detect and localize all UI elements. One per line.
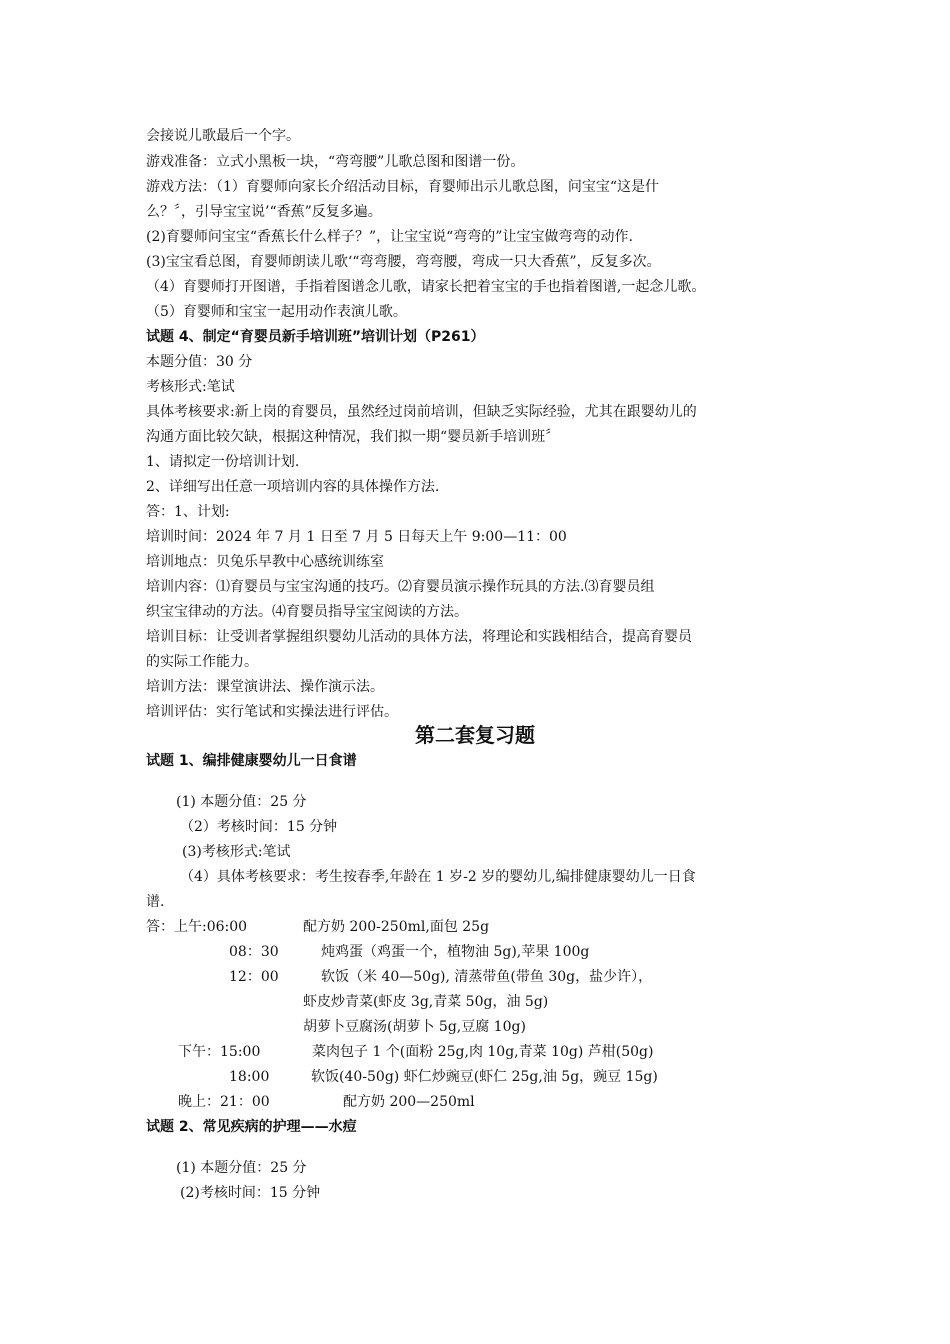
game-prep: 游戏准备：立式小黑板一块，“弯弯腰”儿歌总图和图谱一份。 — [146, 154, 525, 170]
menu-row-1500 — [178, 1042, 654, 1062]
s2-q1-title: 试题 1、编排健康婴幼儿一日食谱 — [146, 753, 357, 769]
s2-q1-form: (3)考核形式:笔试 — [182, 844, 291, 860]
game-step-2: (2)育婴师问宝宝“香蕉长什么样子？”，让宝宝说“弯弯的”让宝宝做弯弯的动作. — [146, 229, 633, 245]
menu-food: 配方奶 200—250ml — [343, 1094, 475, 1110]
q4-training-content-1: 培训内容：⑴育婴员与宝宝沟通的技巧。⑵育婴员演示操作玩具的方法.⑶育婴员组 — [146, 579, 655, 595]
q4-training-content-2: 织宝宝律动的方法。⑷育婴员指导宝宝阅读的方法。 — [146, 604, 468, 620]
q4-task-1: 1、请拟定一份培训计划. — [146, 454, 300, 470]
menu-time: 08：30 — [229, 944, 279, 960]
menu-row-2100 — [178, 1092, 475, 1112]
q4-form: 考核形式:笔试 — [146, 379, 235, 395]
s2-q1-score: (1) 本题分值：25 分 — [176, 794, 307, 810]
menu-food: 软饭（米 40—50g), 清蒸带鱼(带鱼 30g，盐少许）， — [321, 969, 653, 985]
menu-time: 晚上：21：00 — [178, 1094, 270, 1110]
menu-food: 菜肉包子 1 个(面粉 25g,肉 10g,青菜 10g) 芦柑(50g) — [312, 1044, 654, 1060]
menu-row-1200 — [229, 967, 653, 987]
q4-training-goal-1: 培训目标：让受训者掌握组织婴幼儿活动的具体方法，将理论和实践相结合，提高育婴员 — [146, 629, 692, 645]
q4-title: 试题 4、制定“育婴员新手培训班”培训计划（P261） — [146, 329, 485, 345]
menu-row-0830 — [229, 942, 590, 962]
game-step-5: （5）育婴师和宝宝一起用动作表演儿歌。 — [146, 304, 407, 320]
menu-row-1200-dish-3: 胡萝卜豆腐汤(胡萝卜 5g,豆腐 10g) — [303, 1019, 526, 1035]
menu-time: 答：上午:06:00 — [146, 919, 248, 935]
s2-q2-time: (2)考核时间：15 分钟 — [180, 1185, 321, 1201]
s2-q1-requirement-2: 谱. — [146, 894, 165, 910]
q4-training-time: 培训时间：2024 年 7 月 1 日至 7 月 5 日每天上午 9:00—11：00 — [146, 529, 567, 545]
menu-food: 炖鸡蛋（鸡蛋一个，植物油 5g),苹果 100g — [321, 944, 590, 960]
menu-row-1200-dish-2: 虾皮炒青菜(虾皮 3g,青菜 50g，油 5g) — [303, 994, 549, 1010]
game-method-2: 么？〞，引导宝宝说’“香蕉”反复多遍。 — [146, 204, 382, 220]
game-step-3: (3)宝宝看总图，育婴师朗读儿歌‘“弯弯腰，弯弯腰，弯成一只大香蕉”，反复多次。 — [146, 254, 661, 270]
q4-requirement-2: 沟通方面比较欠缺，根据这种情况，我们拟一期“婴员新手培训班〞 — [146, 429, 560, 445]
menu-row-1800 — [229, 1067, 658, 1087]
game-line-1: 会接说儿歌最后一个字。 — [146, 128, 300, 144]
q4-requirement-1: 具体考核要求:新上岗的育婴员，虽然经过岗前培训，但缺乏实际经验，尤其在跟婴幼儿的 — [146, 404, 697, 420]
s2-q1-requirement-1: （4）具体考核要求：考生按春季,年龄在 1 岁-2 岁的婴幼儿,编排健康婴幼儿一日食 — [180, 869, 696, 885]
s2-q2-title: 试题 2、常见疾病的护理——水痘 — [146, 1119, 357, 1135]
s2-q1-time: （2）考核时间：15 分钟 — [180, 819, 338, 835]
menu-time: 下午：15:00 — [178, 1044, 261, 1060]
q4-training-place: 培训地点：贝兔乐早教中心感统训练室 — [146, 554, 384, 570]
q4-training-eval: 培训评估：实行笔试和实操法进行评估。 — [146, 704, 398, 720]
game-step-4: （4）育婴师打开图谱，手指着图谱念儿歌，请家长把着宝宝的手也指着图谱,一起念儿歌。 — [146, 279, 706, 295]
q4-score: 本题分值：30 分 — [146, 354, 253, 370]
menu-food: 软饭(40-50g) 虾仁炒豌豆(虾仁 25g,油 5g，豌豆 15g) — [311, 1069, 658, 1085]
q4-task-2: 2、详细写出任意一项培训内容的具体操作方法. — [146, 479, 440, 495]
q4-training-goal-2: 的实际工作能力。 — [146, 654, 258, 670]
menu-time: 18:00 — [229, 1069, 270, 1085]
s2-q2-score: (1) 本题分值：25 分 — [176, 1160, 307, 1176]
menu-time: 12：00 — [229, 969, 279, 985]
menu-row-0600 — [146, 917, 490, 937]
q4-training-method: 培训方法：课堂演讲法、操作演示法。 — [146, 679, 384, 695]
section-heading: 第二套复习题 — [415, 723, 535, 747]
menu-food: 配方奶 200-250ml,面包 25g — [303, 919, 490, 935]
game-method-1: 游戏方法：（1）育婴师向家长介绍活动目标，育婴师出示儿歌总图，问宝宝“这是什 — [146, 179, 660, 195]
q4-answer: 答：1、计划: — [146, 504, 230, 520]
